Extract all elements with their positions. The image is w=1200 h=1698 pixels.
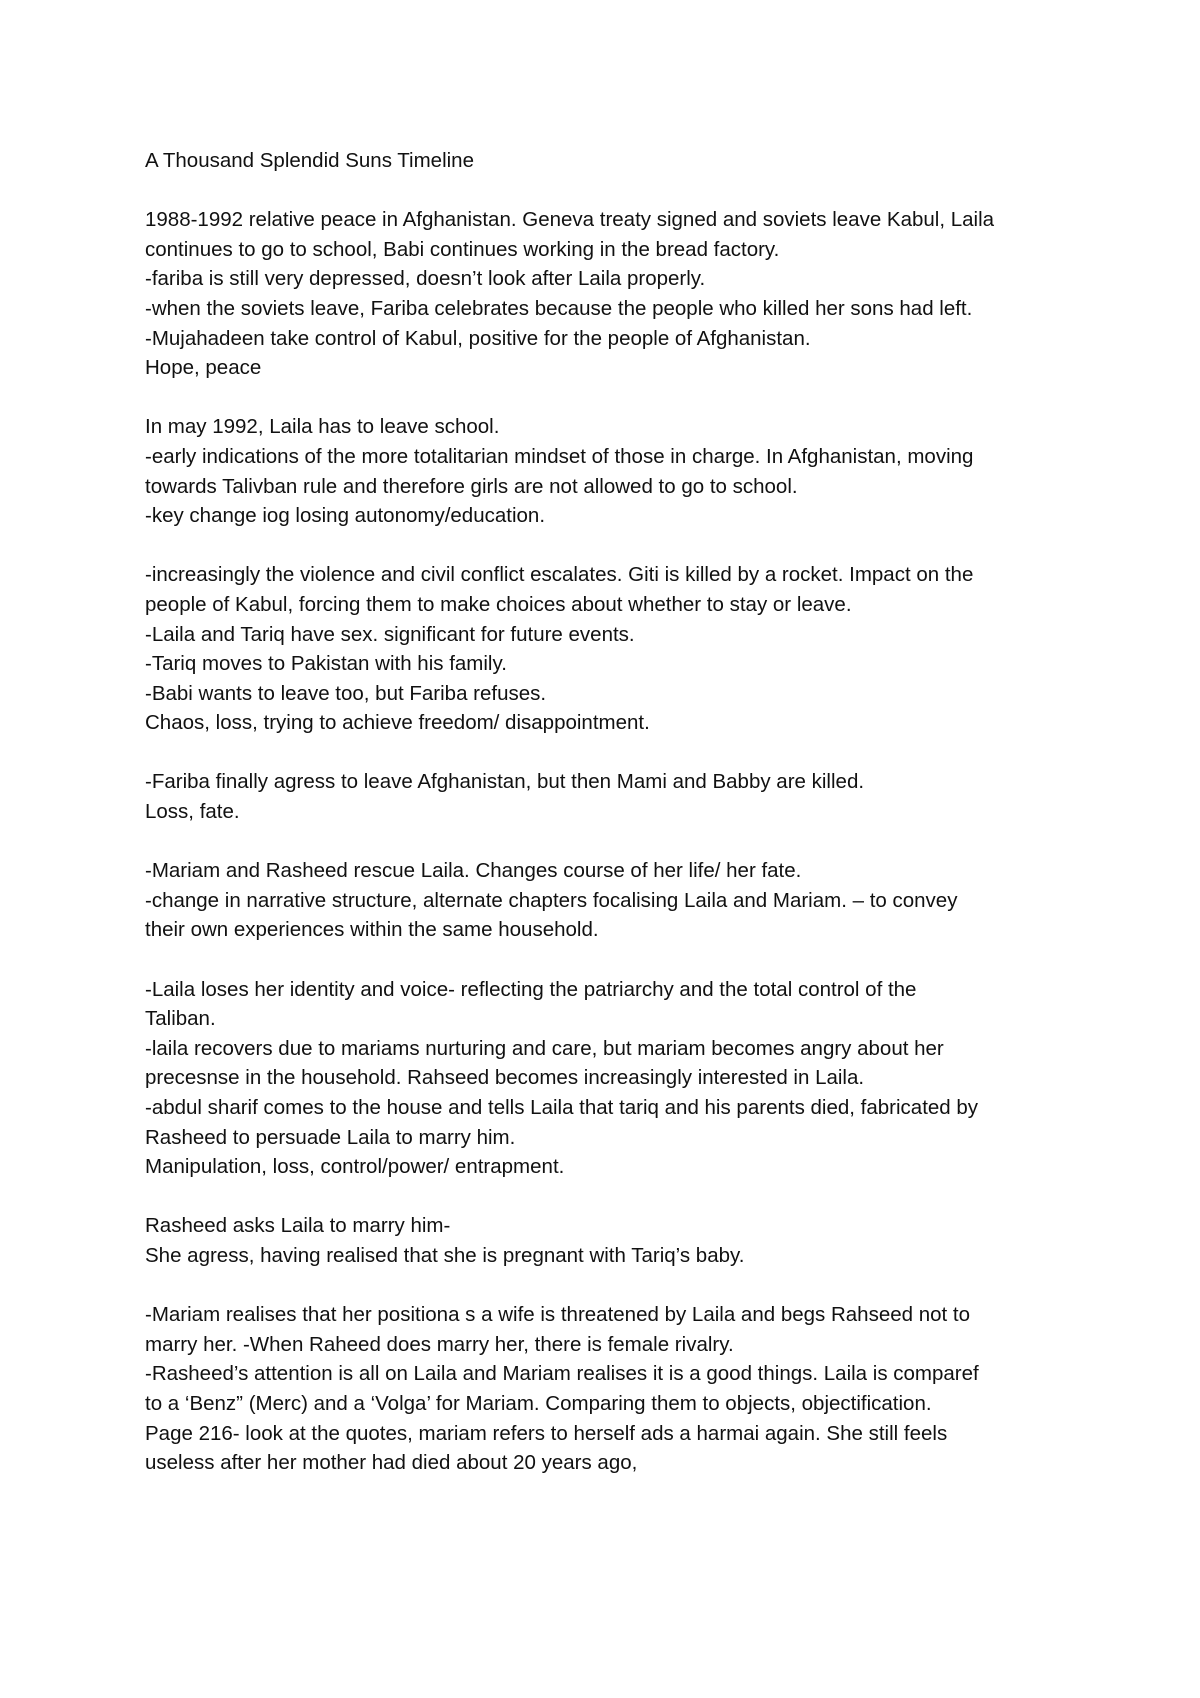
text-line: Rasheed asks Laila to marry him- (145, 1214, 451, 1238)
blank-line (145, 1271, 1075, 1301)
blank-line (145, 531, 1075, 561)
text-line: -abdul sharif comes to the house and tells Laila that tariq and his parents died, fabricated by (145, 1096, 979, 1119)
text-line: -Rasheed’s attention is all on Laila and Mariam realises it is a good things. Laila is comparef (145, 1362, 979, 1386)
blank-line (145, 176, 1075, 206)
text-line: -Mariam realises that her positiona s a wife is threatened by Laila and begs Rahseed not to (145, 1303, 971, 1327)
text-line: continues to go to school, Babi continues working in the bread factory. (145, 237, 780, 261)
text-line: Loss, fate. (145, 800, 240, 824)
text-line: Hope, peace (145, 356, 262, 380)
text-line: -Laila and Tariq have sex. significant for future events. (145, 622, 635, 646)
text-line: In may 1992, Laila has to leave school. (145, 415, 500, 439)
text-line: people of Kabul, forcing them to make choices about whether to stay or leave. (145, 592, 852, 616)
text-line: She agress, having realised that she is pregnant with Tariq’s baby. (145, 1243, 745, 1267)
blank-line (145, 827, 1075, 857)
text-line: -Laila loses her identity and voice- reflecting the patriarchy and the total control of the (145, 977, 917, 1001)
blank-line (145, 383, 1075, 413)
text-line: -laila recovers due to mariams nurturing and care, but mariam becomes angry about her (145, 1036, 944, 1060)
text-line: -early indications of the more totalitarian mindset of those in charge. In Afghanistan, moving (145, 444, 974, 468)
text-line: their own experiences within the same household. (145, 918, 599, 942)
text-line: Taliban. (145, 1007, 216, 1031)
text-line: marry her. -When Raheed does marry her, there is female rivalry. (145, 1332, 734, 1356)
text-line: -fariba is still very depressed, doesn’t look after Laila properly. (145, 267, 706, 291)
text-line: to a ‘Benz” (Merc) and a ‘Volga’ for Mariam. Comparing them to objects, objectification. (145, 1391, 932, 1415)
text-line: -key change iog losing autonomy/education. (145, 504, 546, 528)
blank-line (145, 738, 1075, 768)
text-line: useless after her mother had died about 20 years ago, (145, 1451, 638, 1475)
document-body (145, 146, 1075, 1478)
text-line: Rasheed to persuade Laila to marry him. (145, 1125, 516, 1149)
text-line: -when the soviets leave, Fariba celebrates because the people who killed her sons had left. (145, 296, 973, 320)
document-title: A Thousand Splendid Suns Timeline (145, 149, 474, 172)
text-line: -Mariam and Rasheed rescue Laila. Changes course of her life/ her fate. (145, 859, 802, 883)
document-lines (145, 205, 1075, 1478)
text-line: precesnse in the household. Rahseed becomes increasingly interested in Laila. (145, 1066, 865, 1090)
text-line: -change in narrative structure, alternate chapters focalising Laila and Mariam. – to convey (145, 888, 958, 912)
blank-line (145, 1182, 1075, 1212)
text-line: 1988-1992 relative peace in Afghanistan. Geneva treaty signed and soviets leave Kabul, Laila (145, 208, 995, 232)
text-line: -Babi wants to leave too, but Fariba refuses. (145, 681, 547, 705)
text-line: Page 216- look at the quotes, mariam refers to herself ads a harmai again. She still feels (145, 1421, 948, 1445)
text-line: towards Talivban rule and therefore girls are not allowed to go to school. (145, 474, 798, 498)
text-line: Manipulation, loss, control/power/ entrapment. (145, 1155, 565, 1179)
text-line: -Mujahadeen take control of Kabul, positive for the people of Afghanistan. (145, 326, 811, 350)
text-line: Chaos, loss, trying to achieve freedom/ disappointment. (145, 711, 650, 735)
text-line: -increasingly the violence and civil conflict escalates. Giti is killed by a rocket. Impact on the (145, 563, 974, 587)
text-line: -Tariq moves to Pakistan with his family. (145, 652, 507, 676)
blank-line (145, 945, 1075, 975)
text-line: -Fariba finally agress to leave Afghanistan, but then Mami and Babby are killed. (145, 770, 865, 794)
